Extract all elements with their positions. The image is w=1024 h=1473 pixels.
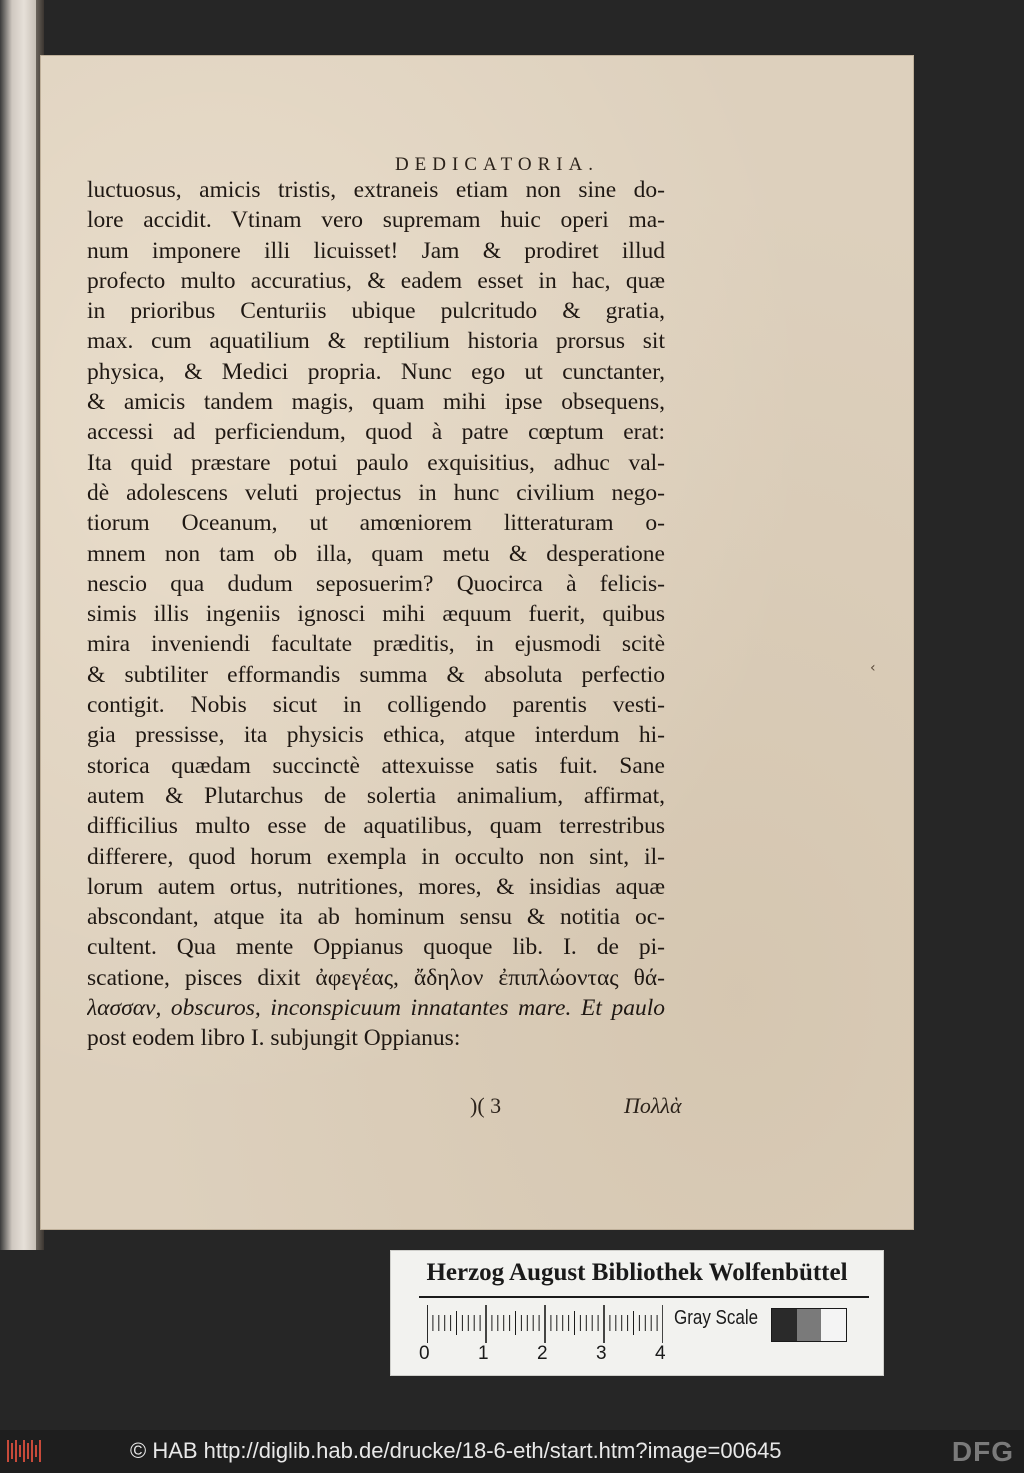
dfg-logo: DFG [951,1436,1014,1467]
text-line: simis illis ingeniis ignosci mihi æquum fuerit, quibus [87,601,665,628]
running-head: DEDICATORIA. [394,154,600,175]
card-rule [419,1296,869,1298]
previous-page-edge [0,0,40,1250]
text-line: autem & Plutarchus de solertia animalium, affirmat, [87,782,665,809]
text-line: abscondant, atque ita ab hominum sensu & notitia oc- [87,904,665,931]
ruler-number: 3 [596,1343,607,1364]
ruler-numbers [419,1343,679,1367]
gray-swatch-dark [772,1309,797,1341]
text-line: num imponere illi licuisset! Jam & prodiret illud [87,237,665,264]
text-line: dè adolescens veluti projectus in hunc civilium nego- [87,479,665,506]
text-line: physica, & Medici propria. Nunc ego ut cunctanter, [87,358,665,385]
gray-scale-swatches [771,1308,847,1342]
source-link[interactable]: © HAB http://diglib.hab.de/drucke/18-6-eth/start.htm?image=00645 [130,1438,782,1463]
card-title: Herzog August Bibliothek Wolfenbüttel [426,1259,848,1286]
text-line: accessi ad perficiendum, quod à patre cœptum erat: [87,419,665,446]
text-line: luctuosus, amicis tristis, extraneis etiam non sine do- [87,177,665,203]
text-line: & subtiliter efformandis summa & absoluta perfectio [87,661,665,688]
text-line: nescio qua dudum seposuerim? Quocirca à felicis- [87,570,665,597]
text-line: λασσαν, obscuros, inconspicuum innatantes mare. Et paulo [87,995,665,1022]
footer-bar [0,1430,1024,1473]
book-page [40,55,914,1230]
ruler-number: 2 [537,1343,548,1364]
text-line: mnem non tam ob illa, quam metu & desperatione [87,540,665,567]
text-line: difficilius multo esse de aquatilibus, quam terrestribus [87,813,665,840]
catchword: Πολλὰ [624,1093,682,1118]
text-line: mira inveniendi facultate præditis, in ejusmodi scitè [87,631,665,658]
text-line: differere, quod horum exempla in occulto non sint, il- [87,843,665,870]
library-color-card [390,1250,884,1376]
text-line: profecto multo accuratius, & eadem esset in hac, quæ [87,267,665,294]
text-line: max. cum aquatilium & reptilium historia prorsus sit [87,328,665,355]
barcode-logo-icon [6,1437,46,1465]
text-line: storica quædam succinctè attexuisse satis fuit. Sane [87,752,665,779]
gray-scale-label: Gray Scale [674,1307,759,1329]
signature-mark: )( 3 [470,1093,502,1118]
text-line: post eodem libro I. subjungit Oppianus: [87,1025,461,1052]
ruler-number: 0 [419,1343,430,1364]
text-line: lorum autem ortus, nutritiones, mores, & insidias aquæ [87,873,665,900]
text-line: contigit. Nobis sicut in colligendo parentis vesti- [87,692,665,719]
text-line: cultent. Qua mente Oppianus quoque lib. I. de pi- [87,934,665,961]
margin-mark: ‹ [870,660,876,676]
gray-swatch-light [821,1309,846,1341]
body-text [87,175,665,1054]
text-line: Ita quid præstare potui paulo exquisitius, adhuc val- [87,449,665,476]
text-line: lore accidit. Vtinam vero supremam huic operi ma- [87,207,665,234]
ruler-number: 4 [655,1343,666,1364]
text-line: in prioribus Centuriis ubique pulcritudo & gratia, [87,298,665,325]
text-line: & amicis tandem magis, quam mihi ipse obsequens, [87,389,665,416]
text-line: scatione, pisces dixit ἀφεγέας, ἄδηλον ἐπιπλώοντας θά- [87,964,665,991]
ruler-number: 1 [478,1343,489,1364]
gray-swatch-mid [797,1309,822,1341]
text-line: tiorum Oceanum, ut amœniorem litteraturam o- [87,510,665,537]
text-line: gia pressisse, ita physicis ethica, atque interdum hi- [87,722,665,749]
